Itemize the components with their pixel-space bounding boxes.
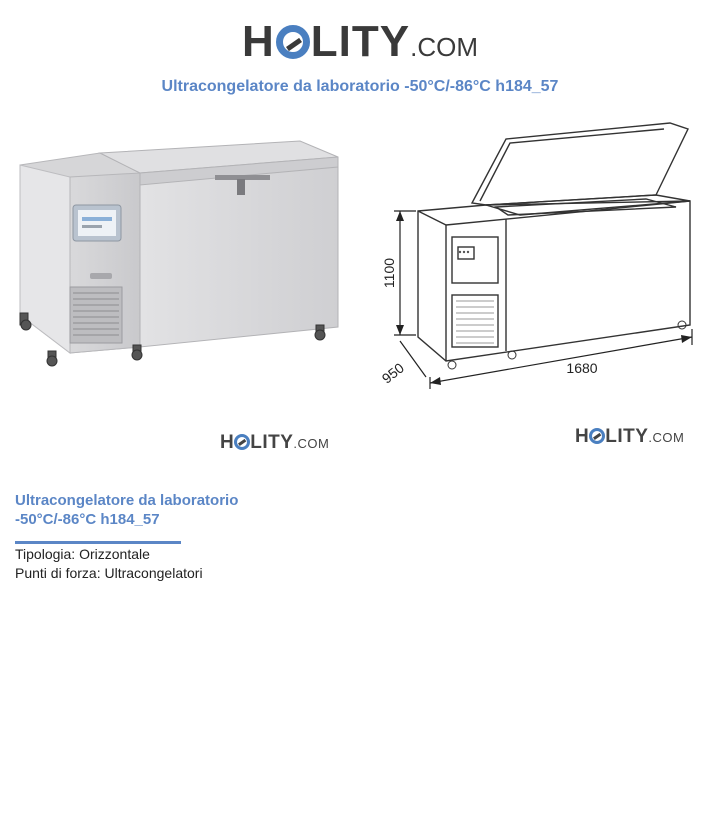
watermark-dotcom: .COM: [648, 430, 685, 445]
dim-depth-label: 950: [378, 359, 408, 387]
product-photo[interactable]: [0, 115, 360, 470]
technical-drawing[interactable]: [360, 115, 720, 470]
page-title: Ultracongelatore da laboratorio -50°C/-86°C h184_57: [161, 78, 559, 95]
spec-label: Punti di forza:: [15, 565, 101, 581]
spec-row-punti-di-forza: [15, 565, 203, 581]
watermark-letter: H: [575, 426, 590, 447]
product-title-line: Ultracongelatore da laboratorio: [15, 492, 239, 509]
logo-dotcom: .COM: [410, 32, 478, 62]
brand-logo[interactable]: [0, 18, 720, 71]
spec-value: Ultracongelatori: [104, 565, 203, 581]
watermark-dotcom: .COM: [293, 436, 330, 451]
watermark-text: LITY: [605, 426, 649, 447]
watermark-text: LITY: [250, 432, 294, 453]
watermark-letter: H: [220, 432, 235, 453]
product-title-line: -50°C/-86°C h184_57: [15, 511, 160, 528]
spec-value: Orizzontale: [79, 546, 150, 562]
watermark-logo: [220, 432, 329, 454]
product-title: [15, 491, 285, 529]
spec-row-tipologia: [15, 546, 150, 562]
logo-letter: H: [242, 17, 275, 66]
watermark-ring-icon: [589, 428, 605, 444]
watermark-ring-icon: [234, 434, 250, 450]
title-divider: [15, 541, 181, 544]
logo-ring-icon: [276, 25, 310, 59]
logo-text: LITY: [310, 17, 411, 66]
spec-label: Tipologia:: [15, 546, 76, 562]
dim-height-label: 1100: [381, 257, 397, 289]
watermark-logo: [575, 426, 684, 448]
dim-width-label: 1680: [566, 360, 598, 376]
